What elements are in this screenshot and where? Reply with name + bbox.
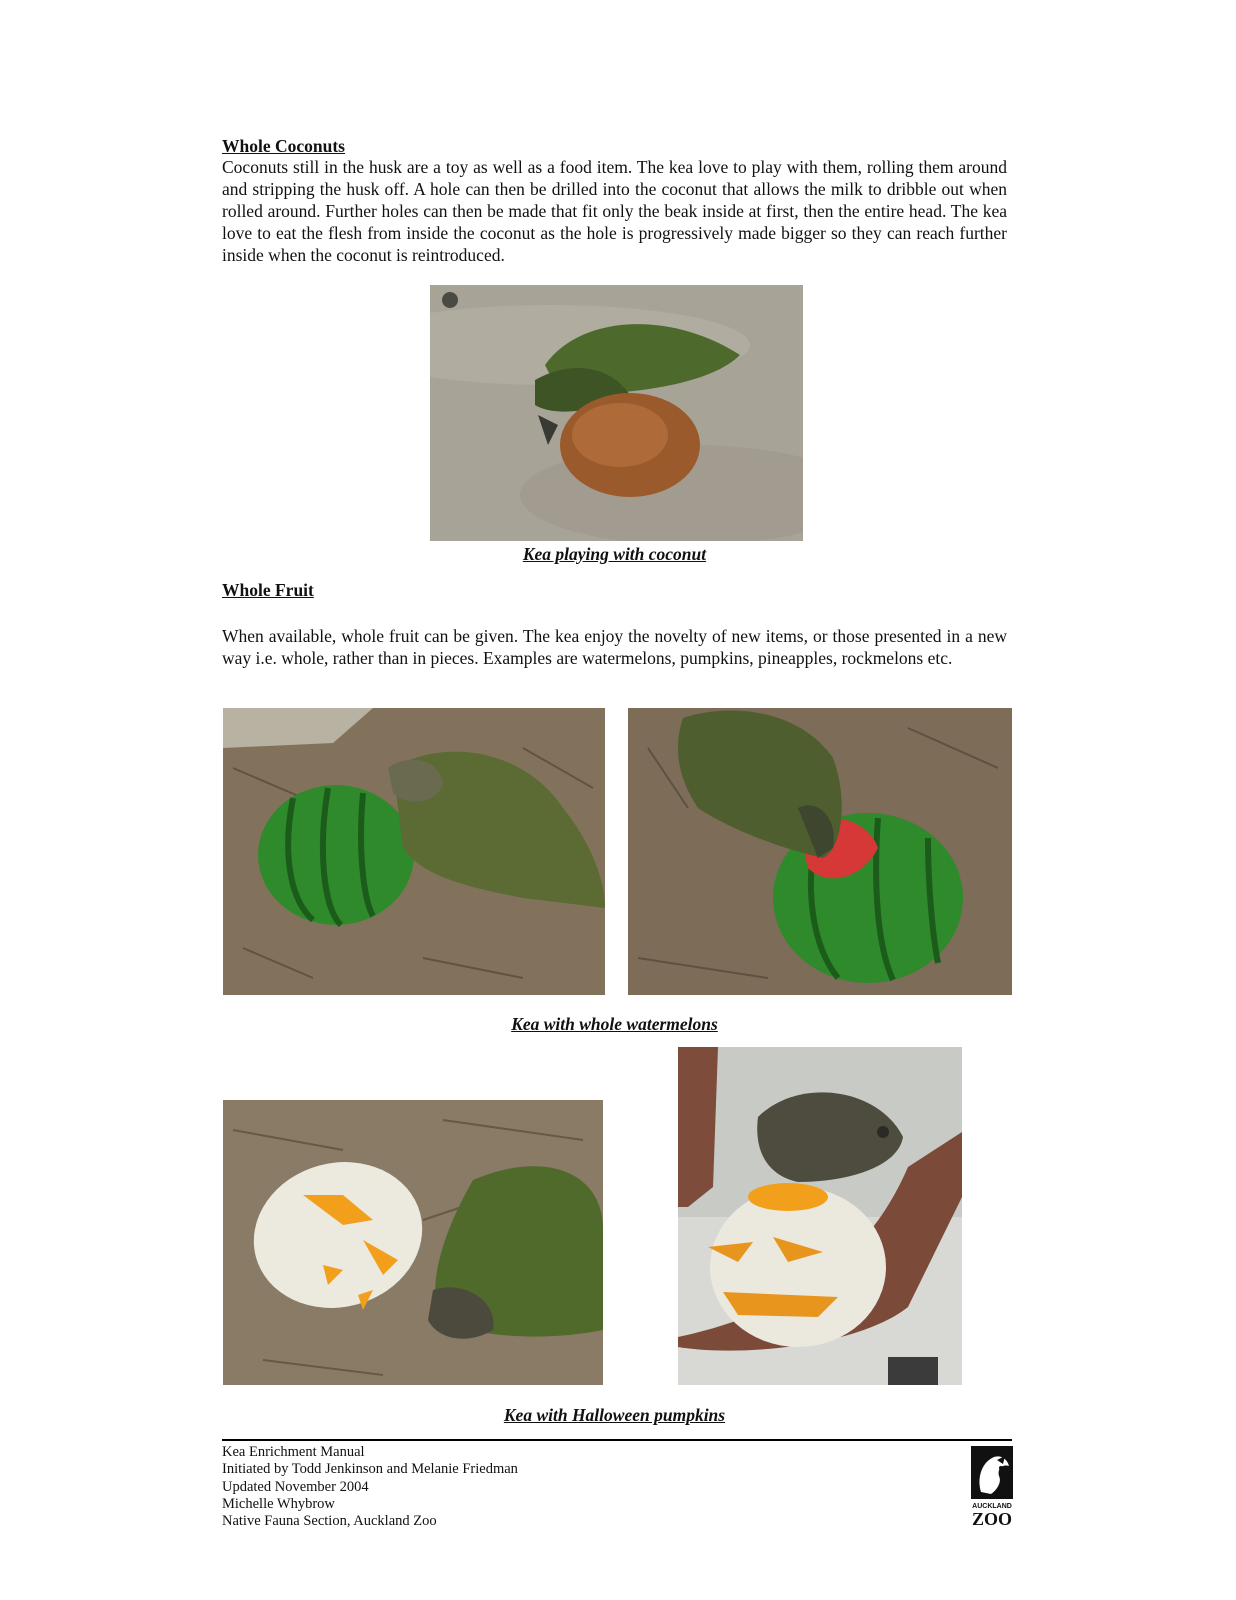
photo-kea-pumpkin-2 <box>678 1047 962 1385</box>
footer-line: Updated November 2004 <box>222 1478 369 1495</box>
footer-line: Native Fauna Section, Auckland Zoo <box>222 1513 437 1530</box>
footer-divider <box>222 1439 1012 1441</box>
heading-whole-coconuts: Whole Coconuts <box>222 136 345 156</box>
caption-watermelon: Kea with whole watermelons <box>511 1014 718 1034</box>
photo-kea-pumpkin-1 <box>223 1100 603 1385</box>
paragraph-fruit: When available, whole fruit can be given. The kea enjoy the novelty of new items, or those presented in a new way i.e. whole, rather than in pieces. Examples are watermelons, pumpkins, pineapples, rockmelons etc. <box>222 626 1007 668</box>
footer-line: Initiated by Todd Jenkinson and Melanie Friedman <box>222 1461 518 1478</box>
paragraph-coconuts: Coconuts still in the husk are a toy as well as a food item. The kea love to play with them, rolling them around and stripping the husk off. A hole can then be drilled into the coconut that allows the milk to dribble out when rolled around. Further holes can then be made that fit only the beak inside at first, then the entire head. The kea love to eat the flesh from inside the coconut as the hole is progressively made bigger so they can reach further inside when the coconut is reintroduced. <box>222 157 1007 265</box>
logo-text-auckland: AUCKLAND <box>972 1503 1012 1510</box>
footer-text <box>222 1444 518 1530</box>
footer-line: Kea Enrichment Manual <box>222 1444 365 1460</box>
caption-coconut: Kea playing with coconut <box>522 544 707 564</box>
auckland-zoo-logo <box>967 1444 1017 1528</box>
heading-whole-fruit: Whole Fruit <box>222 580 314 600</box>
photo-kea-watermelon-2 <box>628 708 1012 995</box>
logo-text-zoo: ZOO <box>971 1509 1013 1528</box>
footer-line: Michelle Whybrow <box>222 1495 335 1512</box>
photo-kea-watermelon-1 <box>223 708 605 995</box>
photo-kea-coconut <box>430 285 803 541</box>
caption-pumpkin: Kea with Halloween pumpkins <box>503 1405 726 1425</box>
